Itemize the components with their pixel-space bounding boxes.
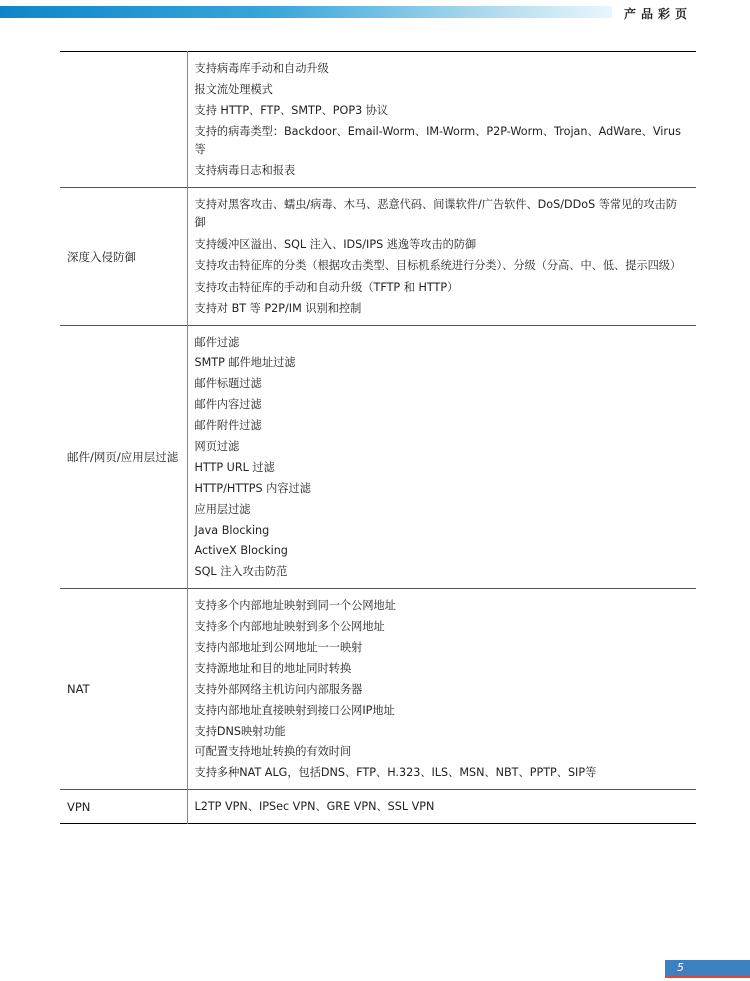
spec-item: 邮件附件过滤 bbox=[194, 419, 262, 433]
footer-accent-line bbox=[665, 976, 750, 978]
category-cell: NAT bbox=[60, 589, 187, 790]
category-cell: VPN bbox=[60, 790, 187, 824]
header-gradient-bar bbox=[0, 6, 612, 18]
spec-item: L2TP VPN、IPSec VPN、GRE VPN、SSL VPN bbox=[194, 800, 435, 814]
spec-item: 支持攻击特征库的手动和自动升级（TFTP 和 HTTP） bbox=[194, 280, 459, 294]
spec-item: HTTP URL 过滤 bbox=[194, 460, 275, 474]
spec-group-vpn bbox=[60, 790, 696, 824]
spec-group-nat bbox=[60, 589, 696, 790]
spec-item: 支持对 BT 等 P2P/IM 识别和控制 bbox=[194, 301, 362, 315]
spec-item: 支持对黑客攻击、蠕虫/病毒、木马、恶意代码、间谍软件/广告软件、DoS/DDoS 等常见的攻击防御 bbox=[194, 198, 678, 230]
spec-item: Java Blocking bbox=[194, 523, 270, 537]
spec-item: 支持攻击特征库的分类（根据攻击类型、目标机系统进行分类）、分级（分高、中、低、提示四级） bbox=[194, 259, 682, 273]
spec-item: 支持外部网络主机访问内部服务器 bbox=[194, 682, 363, 696]
items-cell bbox=[187, 188, 696, 325]
spec-item: SQL 注入攻击防范 bbox=[194, 565, 288, 579]
spec-item: 支持病毒日志和报表 bbox=[194, 164, 296, 178]
spec-item: 支持多种NAT ALG，包括DNS、FTP、H.323、ILS、MSN、NBT、PPTP、SIP等 bbox=[194, 766, 597, 780]
spec-table bbox=[60, 51, 696, 824]
spec-item: 支持源地址和目的地址同时转换 bbox=[194, 661, 352, 675]
spec-item: 邮件过滤 bbox=[194, 335, 240, 349]
spec-item: 支持内部地址到公网地址一一映射 bbox=[194, 640, 363, 654]
spec-group-ips bbox=[60, 188, 696, 325]
category-cell: 邮件/网页/应用层过滤 bbox=[60, 325, 187, 589]
spec-item: 网页过滤 bbox=[194, 440, 240, 454]
page-number: 5 bbox=[677, 961, 684, 974]
items-cell bbox=[187, 325, 696, 589]
spec-group-filter bbox=[60, 325, 696, 589]
spec-item: 支持内部地址直接映射到接口公网IP地址 bbox=[194, 703, 395, 717]
spec-item: 邮件内容过滤 bbox=[194, 398, 262, 412]
spec-item: 支持 HTTP、FTP、SMTP、POP3 协议 bbox=[194, 103, 389, 117]
spec-item: 支持缓冲区溢出、SQL 注入、IDS/IPS 逃逸等攻击的防御 bbox=[194, 238, 477, 252]
category-cell: 深度入侵防御 bbox=[60, 188, 187, 325]
items-cell bbox=[187, 790, 696, 824]
spec-item: 支持DNS映射功能 bbox=[194, 724, 286, 738]
spec-item: 支持多个内部地址映射到多个公网地址 bbox=[194, 620, 385, 634]
category-cell bbox=[60, 52, 187, 188]
spec-group-antivirus bbox=[60, 52, 696, 188]
spec-item: 可配置支持地址转换的有效时间 bbox=[194, 745, 352, 759]
items-cell bbox=[187, 52, 696, 188]
spec-item: 报文流处理模式 bbox=[194, 82, 273, 96]
spec-item: 邮件标题过滤 bbox=[194, 377, 262, 391]
spec-item: 支持病毒库手动和自动升级 bbox=[194, 61, 329, 75]
page-header-title: 产品彩页 bbox=[624, 7, 693, 21]
spec-item: 应用层过滤 bbox=[194, 502, 251, 516]
spec-item: ActiveX Blocking bbox=[194, 544, 288, 558]
spec-item: SMTP 邮件地址过滤 bbox=[194, 356, 296, 370]
spec-item: 支持多个内部地址映射到同一个公网地址 bbox=[194, 599, 396, 613]
spec-item: 支持的病毒类型：Backdoor、Email-Worm、IM-Worm、P2P-Worm、Trojan、AdWare、Virus 等 bbox=[194, 124, 681, 156]
spec-item: HTTP/HTTPS 内容过滤 bbox=[194, 481, 311, 495]
items-cell bbox=[187, 589, 696, 790]
